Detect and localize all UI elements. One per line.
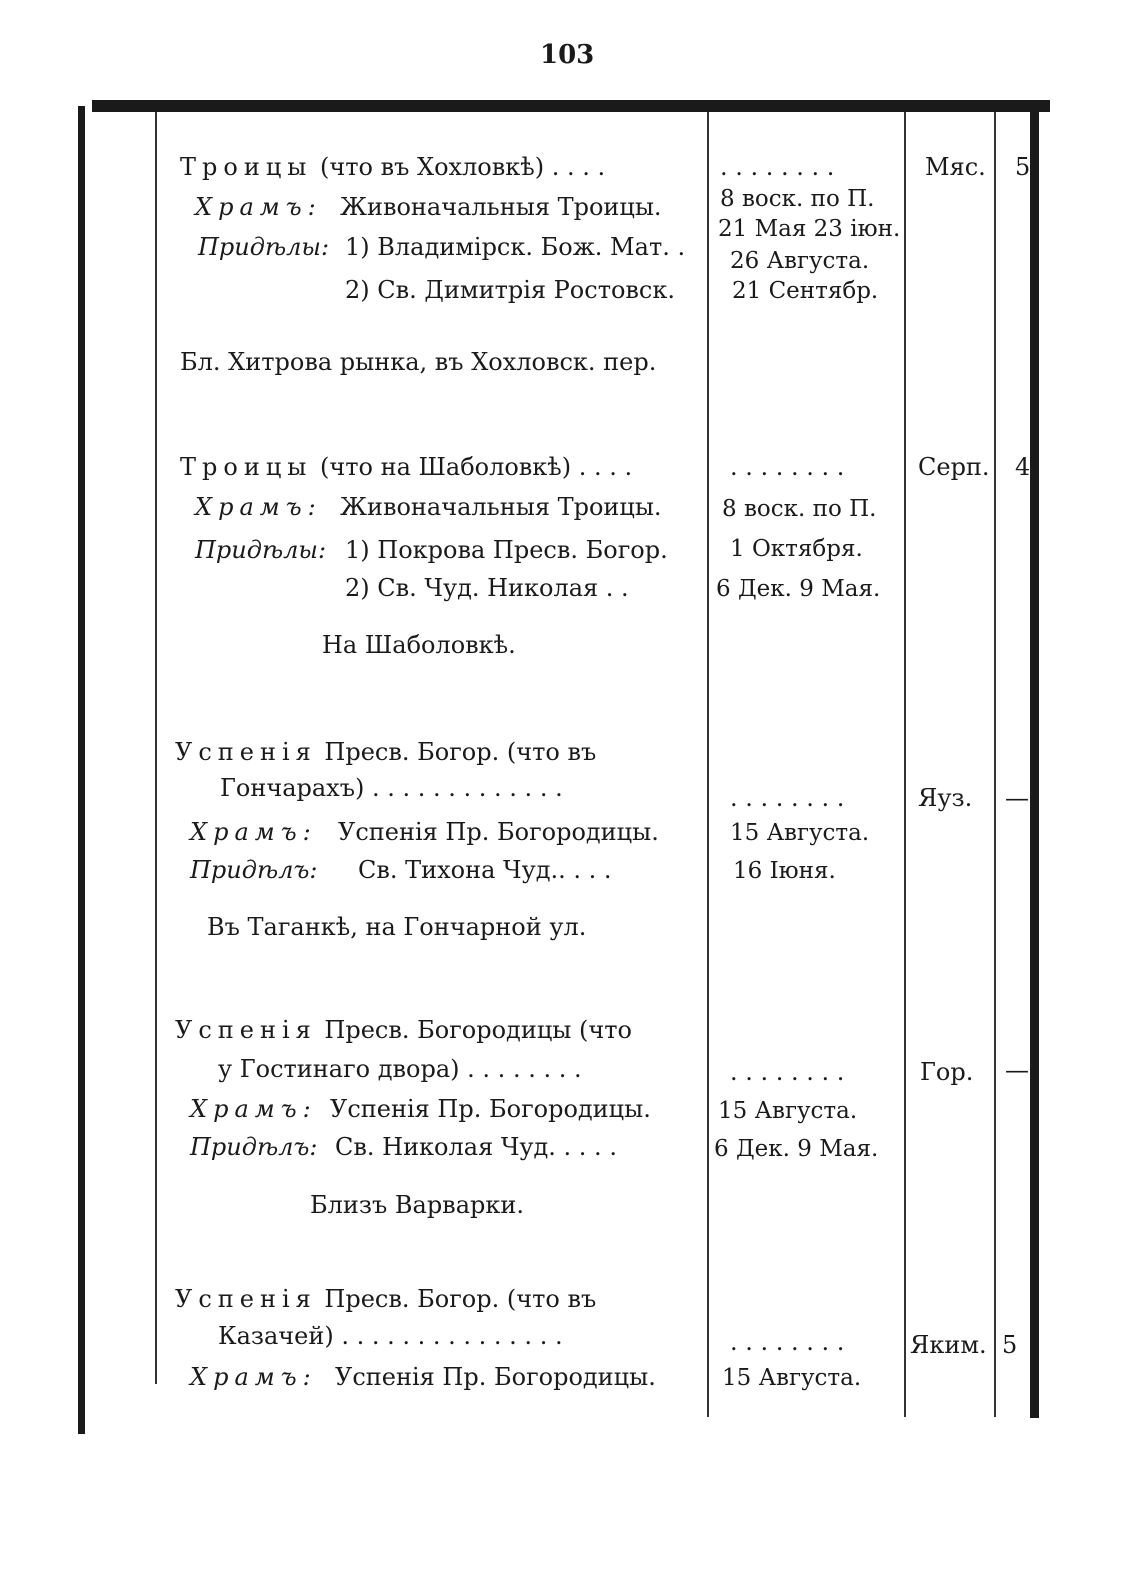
hram-date: 15 Августа. bbox=[722, 1365, 862, 1391]
left-rule-inner bbox=[155, 112, 157, 1384]
pridel-label: Придѣлы: bbox=[198, 233, 330, 261]
entry-number: 5 bbox=[1015, 153, 1031, 181]
hram-date: 15 Августа. bbox=[718, 1098, 858, 1124]
page-number: 103 bbox=[540, 40, 595, 70]
entry-title: Троицы (что на Шаболовкѣ) . . . . bbox=[180, 453, 633, 481]
hram-label: Храмъ: bbox=[190, 1363, 317, 1391]
entry-location: Близъ Варварки. bbox=[310, 1191, 524, 1219]
hram-text: Живоначальныя Троицы. bbox=[340, 193, 662, 221]
district: Гор. bbox=[920, 1058, 974, 1086]
entry-location: Бл. Хитрова рынка, въ Хохловск. пер. bbox=[180, 348, 657, 376]
column-separator-dates bbox=[707, 112, 709, 1417]
pridel-label: Придѣлы: bbox=[195, 536, 327, 564]
pridel-date: 21 Сентябр. bbox=[732, 278, 879, 304]
pridel-date: 6 Дек. 9 Мая. bbox=[716, 576, 881, 602]
hram-date: 8 воск. по П. bbox=[722, 496, 877, 522]
pridel-date: 1 Октября. bbox=[730, 536, 863, 562]
entry-location: На Шаболовкѣ. bbox=[322, 631, 516, 659]
entry-title: Троицы (что въ Хохловкѣ) . . . . bbox=[180, 153, 606, 181]
pridel-date: 21 Мая 23 іюн. bbox=[718, 216, 901, 242]
hram-label: Храмъ: bbox=[195, 493, 322, 521]
district: Мяс. bbox=[925, 153, 986, 181]
entry-dots: . . . . . . . . bbox=[720, 153, 835, 181]
hram-text: Успенія Пр. Богородицы. bbox=[338, 818, 659, 846]
entry-number: — bbox=[1005, 1056, 1029, 1084]
hram-date: 8 воск. по П. bbox=[720, 186, 875, 212]
pridel-text: 1) Покрова Пресв. Богор. bbox=[345, 536, 668, 564]
entry-dots: . . . . . . . . bbox=[730, 1058, 845, 1086]
top-rule bbox=[92, 100, 1050, 112]
column-separator-district bbox=[904, 112, 906, 1417]
entry-title: Успенія Пресв. Богородицы (что bbox=[175, 1016, 632, 1044]
entry-number: 4 bbox=[1015, 453, 1031, 481]
hram-date: 15 Августа. bbox=[730, 820, 870, 846]
entry-title: Успенія Пресв. Богор. (что въ bbox=[175, 738, 597, 766]
pridel-text: 2) Св. Чуд. Николая . . bbox=[345, 574, 629, 602]
hram-label: Храмъ: bbox=[190, 818, 317, 846]
entry-title: Успенія Пресв. Богор. (что въ bbox=[175, 1285, 597, 1313]
entry-number: 5 bbox=[1002, 1331, 1018, 1359]
pridel-text: Св. Николая Чуд. . . . . bbox=[335, 1133, 617, 1161]
entry-dots: . . . . . . . . bbox=[730, 784, 845, 812]
pridel-label: Придѣлъ: bbox=[190, 856, 318, 884]
pridel-text: 2) Св. Димитрія Ростовск. bbox=[345, 276, 675, 304]
entry-title-line2: Казачей) . . . . . . . . . . . . . . . bbox=[218, 1322, 563, 1350]
pridel-date: 16 Іюня. bbox=[733, 858, 836, 884]
hram-label: Храмъ: bbox=[195, 193, 322, 221]
pridel-text: 1) Владимірск. Бож. Мат. . bbox=[345, 233, 686, 261]
pridel-date: 26 Августа. bbox=[730, 248, 870, 274]
entry-title-line2: у Гостинаго двора) . . . . . . . . bbox=[218, 1055, 582, 1083]
pridel-label: Придѣлъ: bbox=[190, 1133, 318, 1161]
entry-title-line2: Гончарахъ) . . . . . . . . . . . . . bbox=[220, 774, 563, 802]
hram-text: Успенія Пр. Богородицы. bbox=[330, 1095, 651, 1123]
right-rule bbox=[1030, 106, 1039, 1418]
column-separator-number bbox=[994, 112, 996, 1417]
entry-dots: . . . . . . . . bbox=[730, 453, 845, 481]
pridel-text: Св. Тихона Чуд.. . . . bbox=[358, 856, 612, 884]
pridel-date: 6 Дек. 9 Мая. bbox=[714, 1136, 879, 1162]
hram-text: Успенія Пр. Богородицы. bbox=[335, 1363, 656, 1391]
district: Яуз. bbox=[918, 784, 973, 812]
entry-location: Въ Таганкѣ, на Гончарной ул. bbox=[207, 913, 587, 941]
district: Яким. bbox=[910, 1331, 987, 1359]
entry-dots: . . . . . . . . bbox=[730, 1328, 845, 1356]
hram-text: Живоначальныя Троицы. bbox=[340, 493, 662, 521]
district: Серп. bbox=[918, 453, 990, 481]
hram-label: Храмъ: bbox=[190, 1095, 317, 1123]
left-rule-outer bbox=[78, 106, 85, 1434]
entry-number: — bbox=[1005, 784, 1029, 812]
